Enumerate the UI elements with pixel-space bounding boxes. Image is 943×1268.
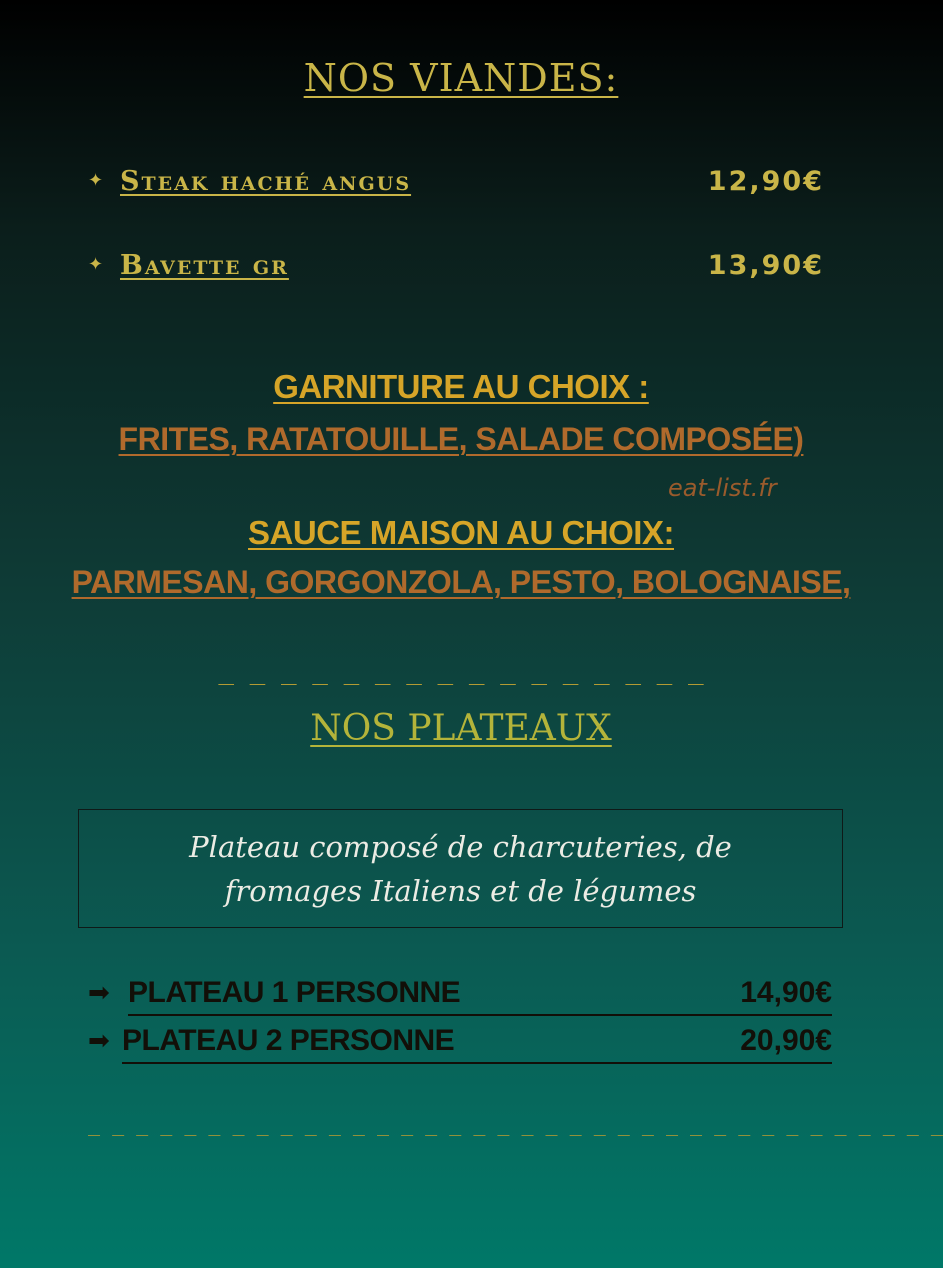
separator-bottom: _ _ _ _ _ _ _ _ _ _ _ _ _ _ _ _ _ _ _ _ _ _ _ _ _ _ _ _ _ _ _ _ _ _ _ _ (88, 1112, 943, 1136)
sauce-title: SAUCE MAISON AU CHOIX: (248, 514, 674, 551)
viandes-title: NOS VIANDES: (303, 56, 619, 100)
plateau-description: Plateau composé de charcuteries, de fromages Italiens et de légumes (189, 829, 732, 908)
plateau-item-price: 20,90€ (522, 1024, 832, 1064)
watermark: eat-list.fr (668, 474, 777, 502)
plateau-item-price: 14,90€ (522, 976, 832, 1016)
garniture-options: FRITES, RATATOUILLE, SALADE COMPOSÉE) (118, 421, 804, 457)
plateau-item (88, 976, 832, 1020)
plateaux-title: NOS PLATEAUX (310, 708, 612, 749)
bullet-icon: ✦ (88, 170, 104, 191)
menu-item-name: Bavette gr (120, 250, 289, 281)
menu-item (88, 166, 824, 206)
menu-item-name: Steak haché angus (120, 166, 412, 197)
sauce-options: PARMESAN, GORGONZOLA, PESTO, BOLOGNAISE, (71, 564, 851, 600)
menu-item-price: 13,90€ (707, 250, 824, 281)
plateau-item-name: PLATEAU 1 PERSONNE (128, 976, 532, 1016)
plateau-item-name: PLATEAU 2 PERSONNE (122, 1024, 526, 1064)
separator-top: _ _ _ _ _ _ _ _ _ _ _ _ _ _ _ _ (218, 656, 704, 686)
arrow-right-icon: ➡ (88, 1026, 110, 1056)
menu-item (88, 250, 824, 290)
menu-item-price: 12,90€ (707, 166, 824, 197)
plateau-item (88, 1024, 832, 1068)
bullet-icon: ✦ (88, 254, 104, 275)
arrow-right-icon: ➡ (88, 978, 110, 1008)
garniture-title: GARNITURE AU CHOIX : (273, 368, 649, 405)
plateau-description-box (78, 809, 843, 928)
